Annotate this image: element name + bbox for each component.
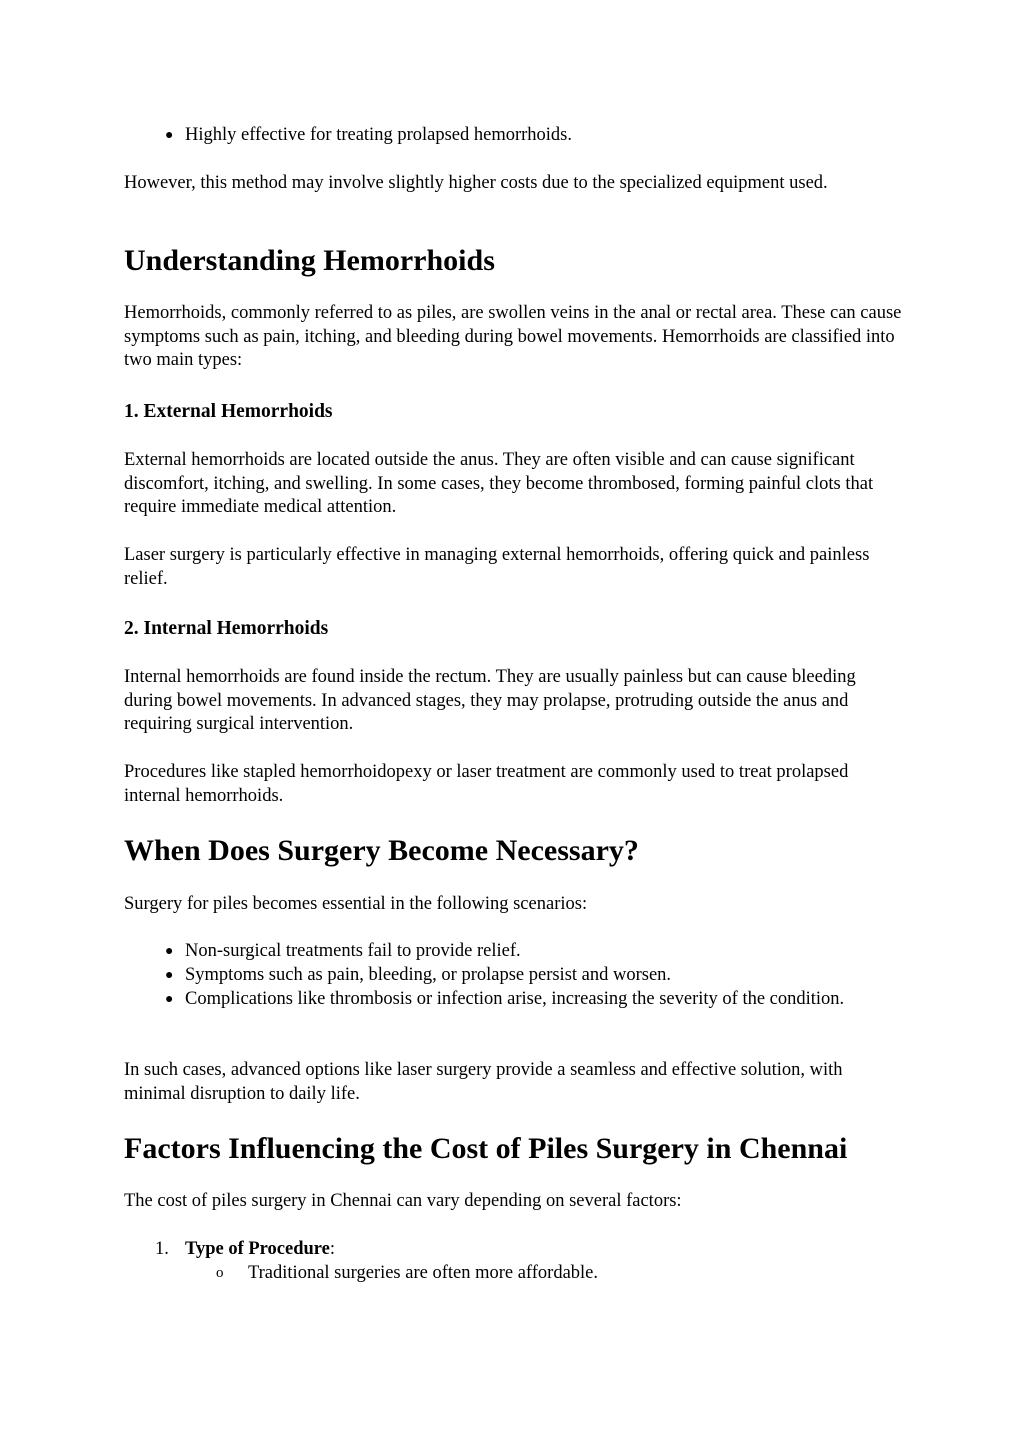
heading-internal-hemorrhoids: 2. Internal Hemorrhoids: [124, 618, 329, 639]
paragraph-external-laser: Laser surgery is particularly effective in managing external hemorrhoids, offering quick and painless relief.: [124, 545, 870, 589]
bullet-icon: ●: [165, 968, 174, 983]
heading-understanding-hemorrhoids: Understanding Hemorrhoids: [124, 244, 495, 277]
list-item-text: Non-surgical treatments fail to provide relief.: [185, 941, 521, 961]
list-item-text: Complications like thrombosis or infection arise, increasing the severity of the condition.: [185, 989, 845, 1009]
ordered-list-item: [155, 1238, 885, 1262]
heading-cost-factors: Factors Influencing the Cost of Piles Surgery in Chennai: [124, 1132, 848, 1165]
paragraph-internal-procedures: Procedures like stapled hemorrhoidopexy or laser treatment are commonly used to treat prolapsed internal hemorrhoids.: [124, 762, 849, 806]
bullet-icon: ●: [165, 128, 174, 143]
paragraph-internal-description: Internal hemorrhoids are found inside the rectum. They are usually painless but can cause bleeding during bowel movements. In advanced stages, they may prolapse, protruding outside the anus and requiring surgical intervention.: [124, 667, 856, 735]
factor-colon: :: [329, 1239, 336, 1259]
list-item: [165, 124, 885, 148]
heading-when-surgery-necessary: When Does Surgery Become Necessary?: [124, 834, 639, 867]
heading-external-hemorrhoids: 1. External Hemorrhoids: [124, 401, 333, 422]
paragraph-external-description: External hemorrhoids are located outside the anus. They are often visible and can cause significant discomfort, itching, and swelling. In some cases, they become thrombosed, forming painful clots that require immediate medical attention.: [124, 450, 874, 518]
list-item: [165, 940, 885, 964]
paragraph-surgery-scenarios: Surgery for piles becomes essential in the following scenarios:: [124, 894, 588, 914]
circle-bullet-icon: o: [216, 1265, 224, 1281]
sub-list-item: [216, 1262, 599, 1286]
paragraph-cost-intro: The cost of piles surgery in Chennai can vary depending on several factors:: [124, 1191, 682, 1211]
paragraph-laser-solution: In such cases, advanced options like laser surgery provide a seamless and effective solution, with minimal disruption to daily life.: [124, 1060, 843, 1104]
bullet-icon: ●: [165, 944, 174, 959]
list-number: 1.: [155, 1239, 169, 1259]
list-item: [165, 964, 885, 988]
sub-list-item-text: Traditional surgeries are often more affordable.: [248, 1263, 599, 1283]
paragraph-cost-note: However, this method may involve slightly higher costs due to the specialized equipment used.: [124, 173, 828, 193]
paragraph-hemorrhoids-definition: Hemorrhoids, commonly referred to as piles, are swollen veins in the anal or rectal area. These can cause symptoms such as pain, itching, and bleeding during bowel movements. Hemorrhoids are classified into two main types:: [124, 303, 902, 371]
factor-label: Type of Procedure: [185, 1239, 330, 1259]
list-item: [165, 988, 845, 1012]
list-item-text: Highly effective for treating prolapsed hemorrhoids.: [185, 125, 573, 145]
bullet-icon: ●: [165, 992, 174, 1007]
list-item-text: Symptoms such as pain, bleeding, or prolapse persist and worsen.: [185, 965, 672, 985]
